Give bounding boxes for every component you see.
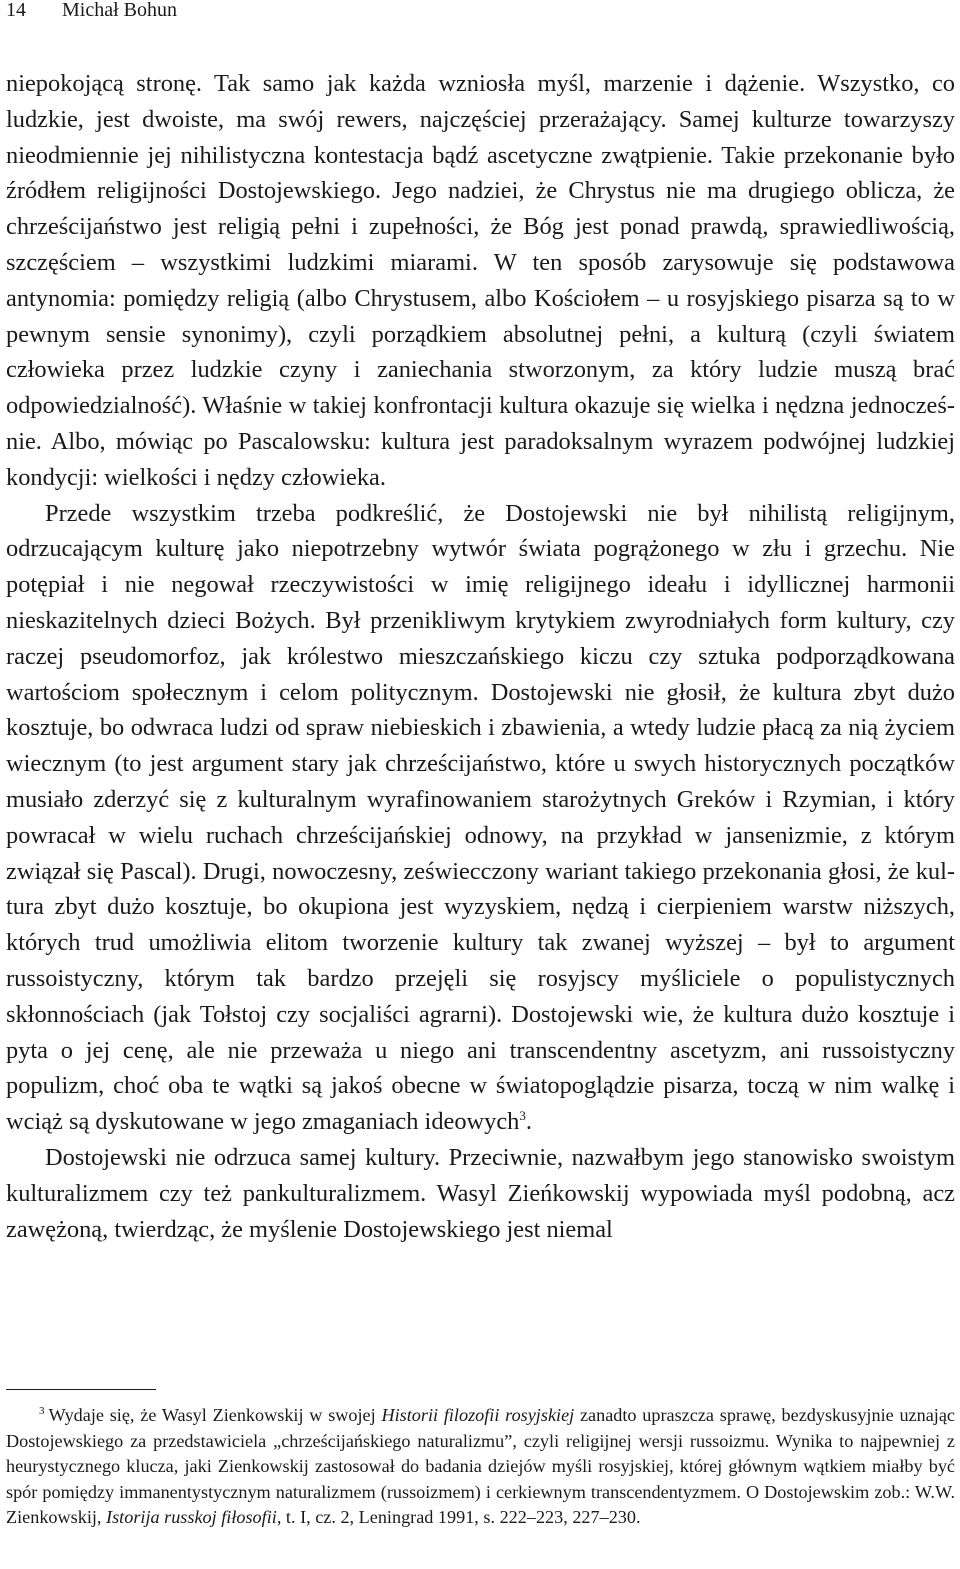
footnote-reference[interactable]: 3: [519, 1108, 526, 1124]
footnote-title-b: Istorija russkoj fiłosofii: [106, 1507, 277, 1527]
running-head-author: Michał Bohun: [62, 0, 177, 21]
paragraph-2: [6, 496, 955, 1140]
footnote-text-c: , t. I, cz. 2, Leningrad 1991, s. 222–223, 227–230.: [276, 1507, 641, 1527]
running-head: [6, 0, 177, 22]
paragraph-2-end: .: [525, 1108, 532, 1136]
footnote-title-a: Historii filozofii rosyjskiej: [381, 1405, 575, 1425]
paragraph-1: niepokojącą stronę. Tak samo jak każda wzniosła myśl, marzenie i dążenie. Wszystko, co ludzkie, jest dwoiste, ma swój rewers, najczęściej przerażający. Samej kulturze towarzyszy nieodmiennie jej nihilistyczna kontestacja bądź ascetyczne zwątpienie. Takie przekonanie było źródłem religijności Dostojewskiego. Jego nadziei, że Chrystus nie ma drugiego oblicza, że chrześcijaństwo jest religią pełni i zupełności, że Bóg jest ponad prawdą, sprawiedliwością, szczęściem – wszystkimi ludzkimi miarami. W ten sposób zarysowuje się podstawowa antynomia: pomiędzy religią (albo Chrystusem, albo Kościołem – u rosyjskiego pisarza są to w pewnym sensie synonimy), czyli porządkiem absolutnej pełni, a kulturą (czyli światem człowieka przez ludzkie czyny i zaniechania stworzonym, za który ludzie muszą brać odpowiedzialność). Właśnie w takiej konfrontacji kultura okazuje się wielka i nędzna jednocześnie. Albo, mówiąc po Pascalowsku: kultura jest paradoksalnym wyrazem podwójnej ludzkiej kondycji: wielkości i nędzy człowieka.: [6, 70, 955, 491]
page-number: 14: [6, 0, 26, 21]
body-text: [6, 66, 955, 1247]
footnote-text-a: Wydaje się, że Wasyl Zienkowskij w swojej: [48, 1405, 382, 1425]
footnotes: [6, 1403, 955, 1531]
footnote-separator: [6, 1389, 156, 1390]
footnote-3: [6, 1403, 955, 1531]
footnote-text-b: zanadto upraszcza sprawę, bezdyskusyjnie uznając Dostojewskiego za przedstawiciela „chrześcijańskiego naturalizmu”, czyli religijnej wersji russoizmu. Wynika to najpewniej z heurystycznego klucza, jaki Zienkowskij zastosował do badania dziejów myśli rosyjskiej, której głównym wątkiem miałby być spór pomiędzy immanentystycznym naturalizmem (russoizmem) i cerkiewnym transcendentyzmem. O Dostojewskim zob.: W.W. Zienkowskij,: [6, 1405, 955, 1527]
footnote-number: 3: [39, 1405, 45, 1417]
paragraph-3: Dostojewski nie odrzuca samej kultury. Przeciwnie, nazwałbym jego stanowisko swoistym kulturalizmem czy też pankulturalizmem. Wasyl Zieńkowskij wypowiada myśl podobną, acz zawężoną, twierdząc, że myślenie Dostojewskiego jest niemal: [6, 1143, 955, 1243]
paragraph-2-text: Przede wszystkim trzeba podkreślić, że Dostojewski nie był nihilistą religijnym, odrzucającym kulturę jako niepotrzebny wytwór świata pogrążonego w złu i grzechu. Nie potępiał i nie negował rzeczywistości w imię religijnego ideału i idyllicznej harmonii nieskazitelnych dzieci Bożych. Był przenikliwym krytykiem zwyrodniałych form kultury, czy raczej pseudomorfoz, jak królestwo mieszczańskiego kiczu czy sztuka podporządkowana wartościom społecznym i celom politycznym. Dostojewski nie głosił, że kultura zbyt dużo kosztuje, bo odwraca ludzi od spraw niebieskich i zbawienia, a wtedy ludzie płacą za nią życiem wiecznym (to jest argument stary jak chrześcijaństwo, które u swych historycznych początków musiało zderzyć się z kulturalnym wyrafinowaniem starożytnych Greków i Rzymian, i który powracał w wielu ruchach chrześcijańskiej odnowy, na przykład w jansenizmie, z którym związał się Pascal). Drugi, nowoczesny, zeświecczony wariant takiego przekonania głosi, że kultura zbyt dużo kosztuje, bo okupiona jest wyzyskiem, nędzą i cierpieniem warstw niższych, których trud umożliwia elitom tworzenie kultury tak zwanej wyższej – był to argument russoistyczny, którym tak bardzo przejęli się rosyjscy myśliciele o populistycznych skłonnościach (jak Tołstoj czy socjaliści agrarni). Dostojewski wie, że kultura dużo kosztuje i pyta o jej cenę, ale nie przeważa u niego ani transcendentny ascetyzm, ani russoistyczny populizm, choć oba te wątki są jakoś obecne w światopoglądzie pisarza, toczą w nim walkę i wciąż są dyskutowane w jego zmaganiach ideowych: [6, 499, 955, 1136]
